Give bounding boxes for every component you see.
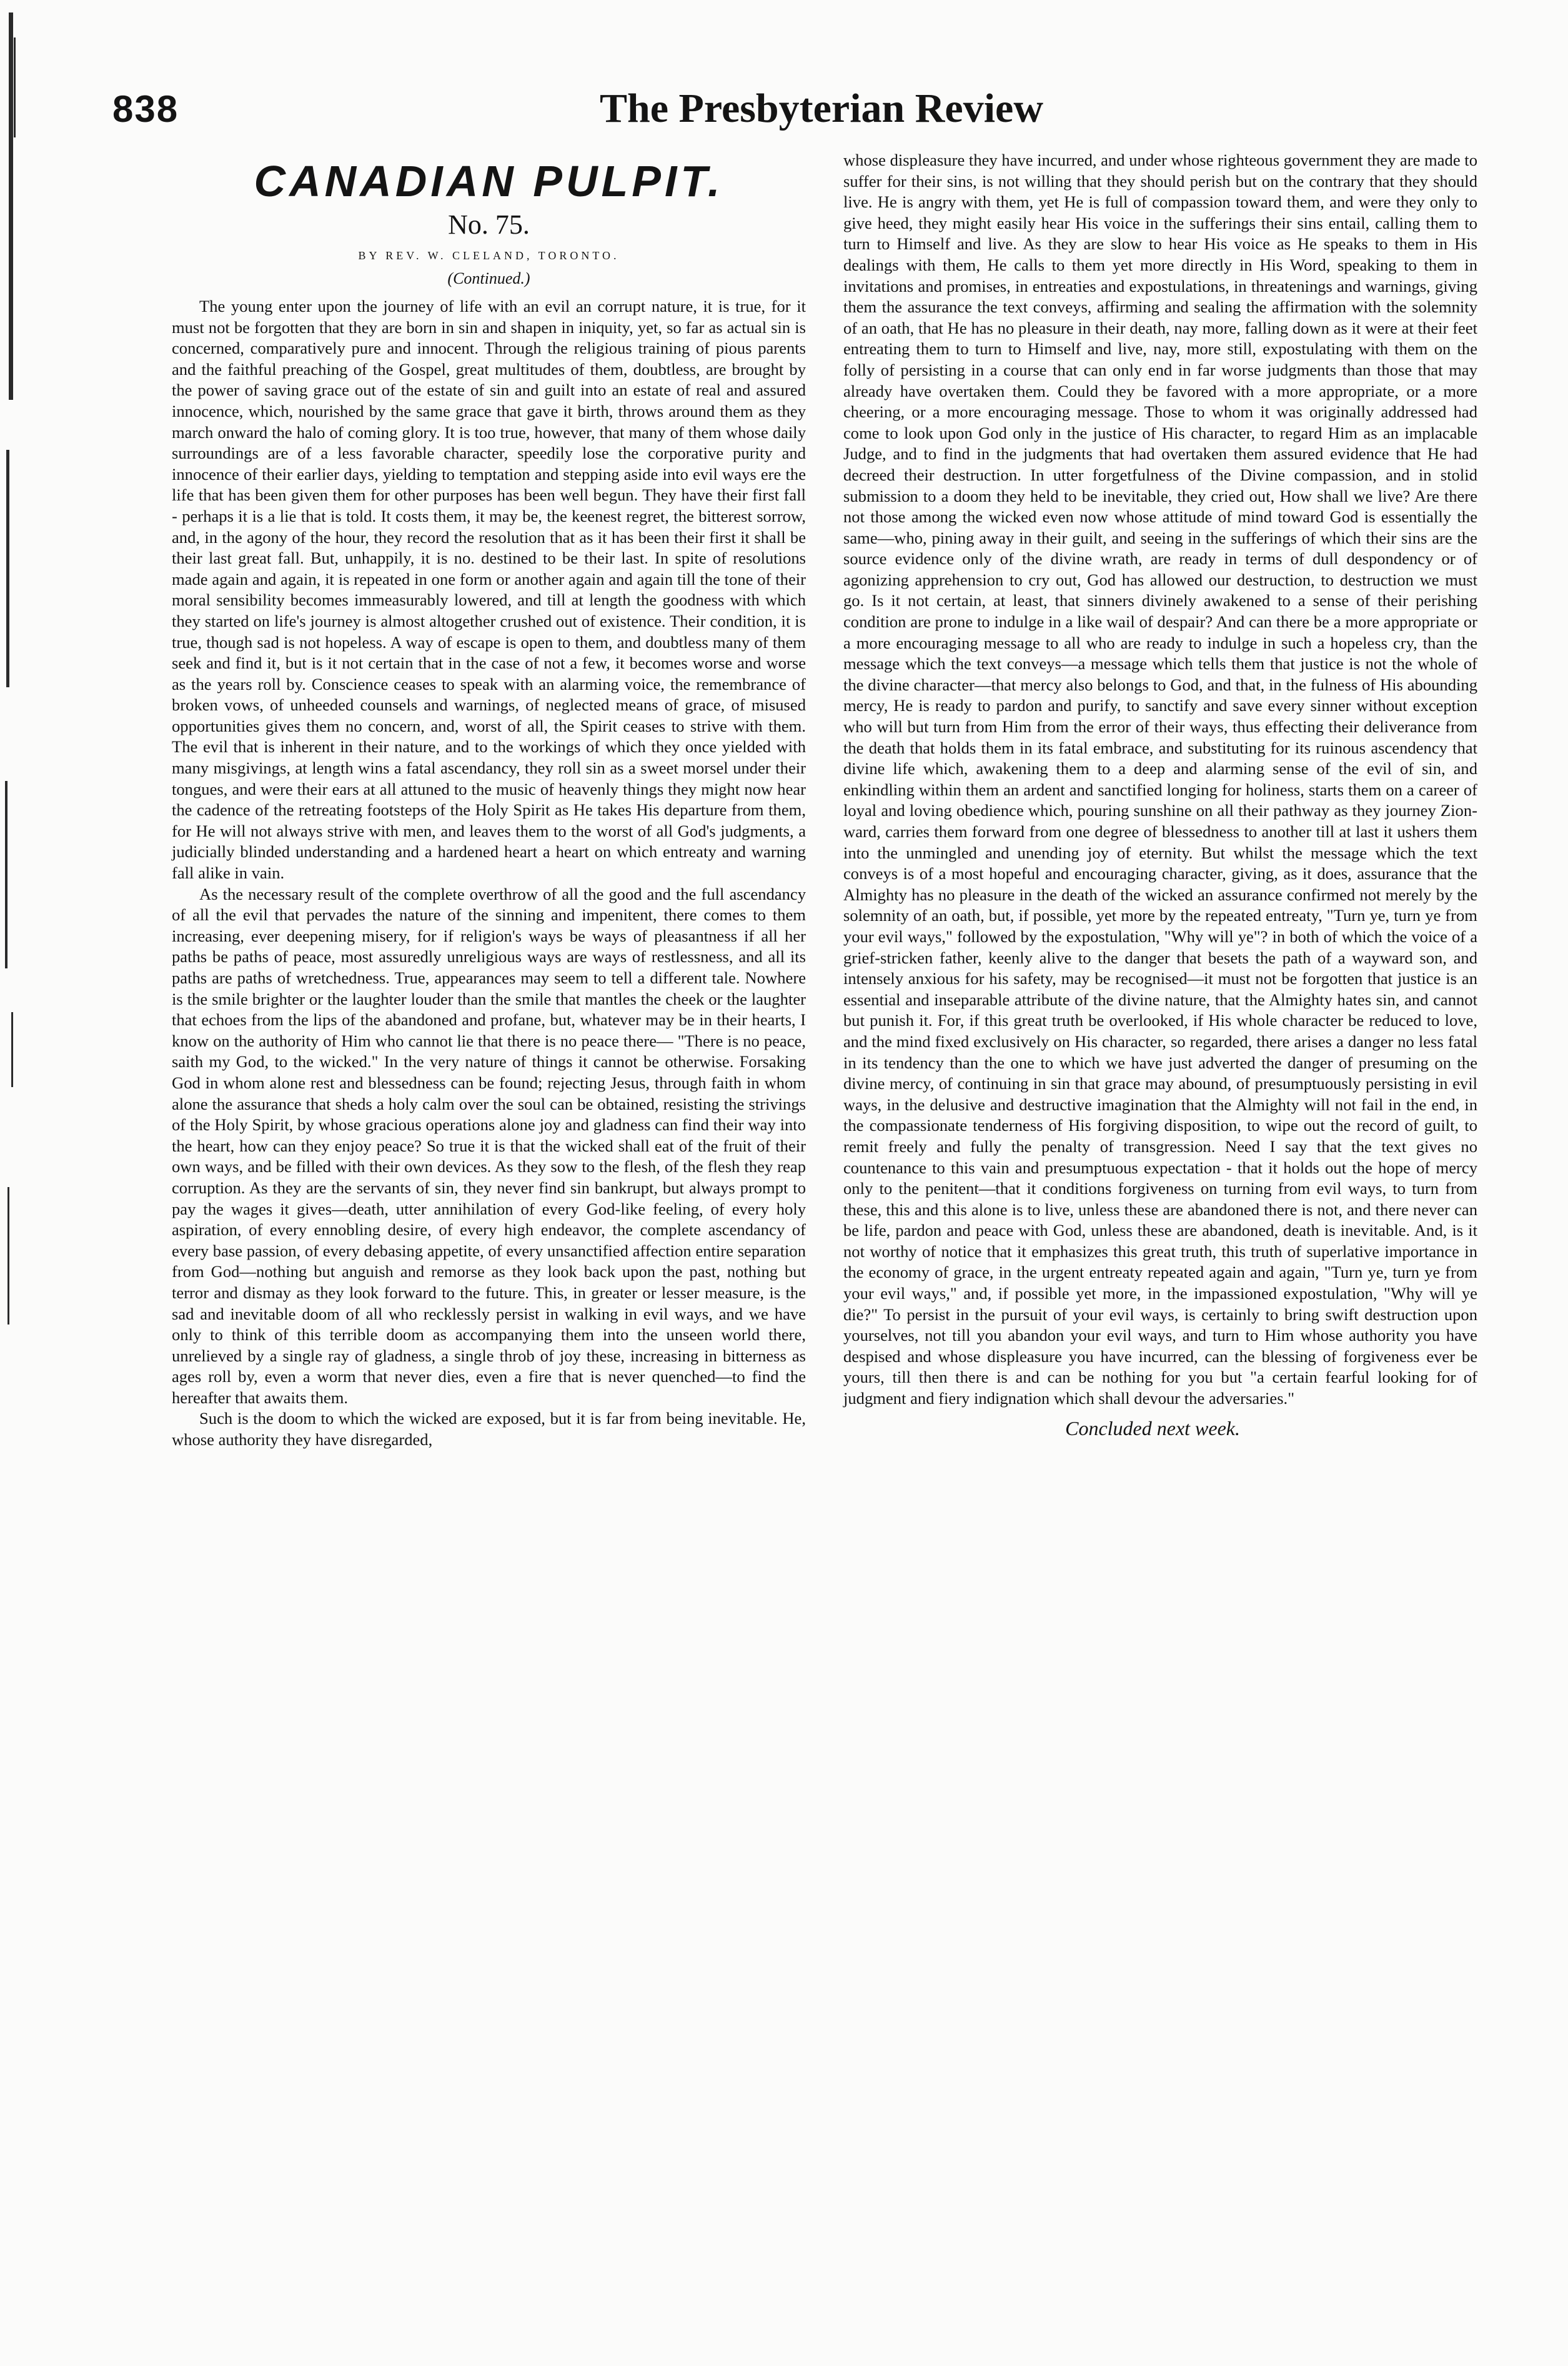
left-column [172,150,806,1451]
paragraph: As the necessary result of the complete overthrow of all the good and the full ascendancy of all the evil that pervades the nature of the sinning and impenitent, there comes to them increasing, ever deepening misery, for if religion's ways be ways of pleasantness if all her paths be paths of peace, most assuredly unreligious ways are ways of restlessness, and all its paths are paths of wretchedness. True, appearances may seem to tell a different tale. Nowhere is the smile brighter or the laughter louder than the smile that mantles the cheek or the laughter that echoes from the lips of the abandoned and profane, but, whatever may be in their hearts, I know on the authority of Him who cannot lie that there is no peace there— "There is no peace, saith my God, to the wicked." In the very nature of things it cannot be otherwise. Forsaking God in whom alone rest and blessedness can be found; rejecting Jesus, through faith in whom alone the assurance that sheds a holy calm over the soul can be obtained, resisting the strivings of the Holy Spirit, by whose gracious operations alone joy and gladness can find their way into the heart, how can they enjoy peace? So true it is that the wicked shall eat of the fruit of their own ways, and be filled with their own devices. As they sow to the flesh, of the flesh they reap corruption. As they are the servants of sin, they never find sin bankrupt, but always prompt to pay the wages it gives—death, utter annihilation of every God-like feeling, of every holy aspiration, of every ennobling desire, of every high endeavor, the complete ascendancy of every base passion, of every debasing appetite, of every unsanctified affection entire separation from God—nothing but anguish and remorse as they look back upon the past, nothing but terror and dismay as they look forward to the future. This, in greater or lesser measure, is the sad and inevitable doom of all who recklessly persist in walking in evil ways, and we have only to think of this terrible doom as accompanying them into the unseen world there, unrelieved by a single ray of gladness, a single throb of joy these, increasing in bitterness as ages roll by, even a worm that never dies, even a fire that is never quenched—to find the hereafter that awaits them. [172,884,806,1407]
byline: BY REV. W. CLELAND, TORONTO. [358,249,620,262]
paragraph: Such is the doom to which the wicked are exposed, but it is far from being inevitable. He, whose authority they have disregarded, [172,1409,806,1449]
paragraph: The young enter upon the journey of life with an evil an corrupt nature, it is true, for it must not be forgotten that they are born in sin and shapen in iniquity, yet, so far as actual sin is concerned, comparatively pure and innocent. Through the religious training of pious parents and the faithful preaching of the Gospel, great multitudes of them, doubtless, are brought by the power of saving grace out of the estate of sin and guilt into an estate of real and assured innocence, which, nourished by the same grace that gave it birth, throws around them as they march onward the halo of coming glory. It is too true, however, that many of them whose daily surroundings are of a less favorable character, speedily lose the corporative purity and innocence of their earlier days, yielding to temptation and stepping aside into evil ways ere the life that has been given them for other purposes has been well begun. They have their first fall - perhaps it is a lie that is told. It costs them, it may be, the keenest regret, the bitterest sorrow, and, in the agony of the hour, they record the resolution that as it has been their first it shall be their last great fall. But, unhappily, it is no. destined to be their last. In spite of resolutions made again and again, it is repeated in one form or another again and again till the tone of their moral sensibility becomes immeasurably lowered, and till at length the goodness with which they started on life's journey is almost altogether crushed out of existence. Their condition, it is true, though sad is not hopeless. A way of escape is open to them, and doubtless many of them seek and find it, but is it not certain that in the case of not a few, it becomes worse and worse as the years roll by. Conscience ceases to speak with an alarming voice, the remembrance of broken vows, of unheeded counsels and warnings, of neglected means of grace, of misused opportunities gives them no concern, and, worst of all, the Spirit ceases to strive with them. The evil that is inherent in their nature, and to the workings of which they once yielded with many misgivings, at length wins a fatal ascendancy, they roll sin as a sweet morsel under their tongues, and were their ears at all attuned to the music of heavenly things they might now hear the cadence of the retreating footsteps of the Holy Spirit as He takes His departure from them, for He will not always strive with men, and leaves them to the worst of all God's judgments, a judicially blinded understanding and a hardened heart a heart on which entreaty and warning fall alike in vain. [172,297,806,883]
closing-note: Concluded next week. [1065,1416,1240,1439]
running-title: The Presbyterian Review [600,86,1043,131]
section-title: CANADIAN PULPIT. [254,157,724,206]
right-column [843,150,1477,1439]
page-number: 838 [112,88,179,130]
section-masthead [172,155,806,291]
continued-label: (Continued.) [447,269,530,287]
paragraph: whose displeasure they have incurred, and under whose righteous government they are made to suffer for their sins, is not willing that they should perish but on the contrary that they should live. He is angry with them, yet He is full of compassion toward them, and were they only to give heed, they might easily hear His voice in the sufferings their sins entail, calling them to turn to Himself and live. As they are slow to hear His voice as He speaks to them in His dealings with them, He calls to them yet more directly in His Word, speaking to them in invitations and promises, in entreaties and expostulations, in threatenings and warnings, giving them the assurance the text conveys, affirming and sealing the affirmation with the solemnity of an oath, that He has no pleasure in their death, nay more, falling down as it were at their feet entreating them to turn to Himself and live, nay, more still, expostulating with them on the folly of persisting in a course that can only end in far worse judgments than those that may already have overtaken them. Could they be favored with a more appropriate, or a more cheering, or a more encouraging message. Those to whom it was originally addressed had come to look upon God only in the justice of His character, to regard Him as an implacable Judge, and to find in the judgments that had overtaken them assured evidence that He had decreed their destruction. In utter forgetfulness of the Divine compassion, and in stolid submission to a doom they held to be inevitable, they cried out, How shall we live? Are there not those among the wicked even now whose attitude of mind toward God is essentially the same—who, pining away in their guilt, and seeing in the sufferings of which their sins are the source evidence only of the divine wrath, are ready in terms of dull despondency or of agonizing apprehension to cry out, God has allowed our destruction, to destruction we must go. Is it not certain, at least, that sinners divinely awakened to a sense of their perishing condition are prone to indulge in a like wail of despair? And can there be a more appropriate or a more encouraging message to all who are ready to indulge in such a hopeless cry, than the message which the text conveys—a message which tells them that justice is not the whole of the divine character—that mercy also belongs to God, and that, in the fulness of His abounding mercy, He is ready to pardon and purify, to sanctify and save every sinner without exception who will but turn from Him from the error of their ways, thus effecting their deliverance from the death that holds them in its fatal embrace, and substituting for its ruinous ascendency that divine life which, awakening them to a deep and alarming sense of the evil of sin, and enkindling within them an ardent and sanctified longing for holiness, starts them on a career of loyal and loving obedience which, pouring sunshine on all their pathway as they journey Zion-ward, carries them forward from one degree of blessedness to another till at last it ushers them into the unmingled and unending joy of eternity. But whilst the message which the text conveys is of a most hopeful and encouraging character, giving, as it does, assurance that the Almighty has no pleasure in the death of the wicked an assurance confirmed not merely by the solemnity of an oath, but, if possible, yet more by the repeated entreaty, "Turn ye, turn ye from your evil ways," followed by the expostulation, "Why will ye"? in both of which the voice of a grief-stricken father, keenly alive to the danger that besets the path of a wayward son, and intensely anxious for his safety, may be recognised—it must not be forgotten that justice is an essential and inseparable attribute of the divine nature, that the Almighty hates sin, and cannot but punish it. For, if this great truth be overlooked, if His whole character be reduced to love, and the mind fixed exclusively on His character, so regarded, there arises a danger no less fatal in its tendency than the one to which we have just adverted the danger of presuming on the divine mercy, of continuing in sin that grace may abound, of presumptuously persisting in evil ways, in the delusive and destructive imagination that the Almighty will not fail in the end, in the compassionate tenderness of His forgiving disposition, to wipe out the record of guilt, to remit freely and fully the penalty of transgression. Need I say that the text gives no countenance to this vain and presumptuous expectation - that it holds out the hope of mercy only to the penitent—that it conditions forgiveness on turning from evil ways, to turn from these, this and this alone is to live, unless these are abandoned there is not, and there never can be life, pardon and peace with God, unless these are abandoned, death is inevitable. And, is it not worthy of notice that it emphasizes this great truth, this truth of superlative importance in the economy of grace, in the urgent entreaty repeated again and again, "Turn ye, turn ye from your evil ways," and, if possible yet more, in the impassioned expostulation, "Why will ye die?" To persist in the pursuit of your evil ways, is certainly to bring swift destruction upon yourselves, not till you abandon your evil ways, and turn to Him whose authority you have despised and whose displeasure you have incurred, can the blessing of forgiveness ever be yours, till then there is and can be nothing for you but "a certain fearful looking for of judgment and fiery indignation which shall devour the adversaries." [843,151,1477,1408]
page-header [112,81,1456,144]
issue-number: No. 75. [448,209,530,240]
scan-edge-artifact [0,0,37,1499]
